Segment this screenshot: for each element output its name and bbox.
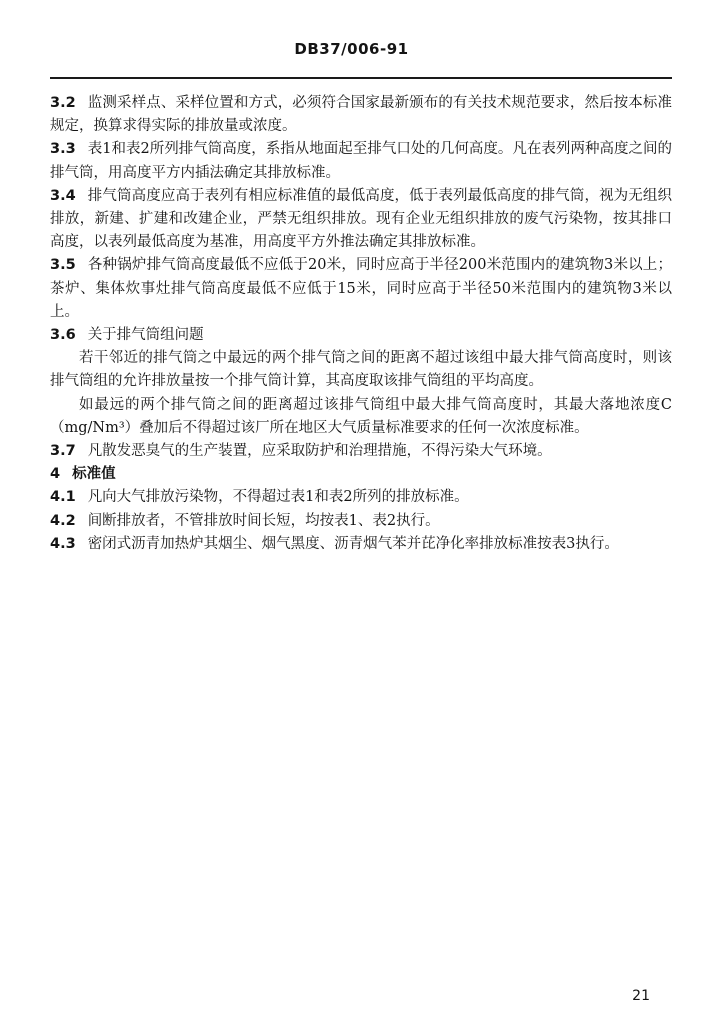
section-number: 3.4	[50, 187, 76, 204]
section-3-3	[50, 138, 672, 184]
header-rule	[50, 77, 672, 79]
document-body	[50, 92, 672, 556]
section-4-3	[50, 533, 672, 556]
section-number: 3.5	[50, 257, 76, 274]
section-text: 凡向大气排放污染物，不得超过表1和表2所列的排放标准。	[87, 489, 469, 506]
section-3-2	[50, 92, 672, 138]
section-number: 3.2	[50, 95, 76, 111]
section-3-5	[50, 254, 672, 324]
section-number: 4.3	[50, 535, 76, 552]
section-text: 关于排气筒组问题	[87, 327, 204, 344]
section-3-7	[50, 440, 672, 463]
page-number: 21	[632, 988, 650, 1004]
chapter-number: 4	[50, 466, 61, 483]
section-3-4	[50, 185, 672, 255]
document-code-header: DB37/006-91	[294, 40, 409, 58]
section-number: 3.3	[50, 141, 76, 158]
section-text: 表1和表2所列排气筒高度，系指从地面起至排气口处的几何高度。凡在表列两种高度之间的排气筒，用高度平方内插法确定其排放标准。	[50, 141, 672, 181]
section-number: 4.2	[50, 512, 76, 529]
paragraph-3-6-b: 如最远的两个排气筒之间的距离超过该排气筒组中最大排气筒高度时，其最大落地浓度C（mg/Nm³）叠加后不得超过该厂所在地区大气质量标准要求的任何一次浓度标准。	[50, 396, 672, 436]
section-3-6	[50, 324, 672, 347]
section-number: 4.1	[50, 489, 76, 506]
chapter-title: 标准值	[72, 466, 116, 483]
section-4-2	[50, 510, 672, 533]
paragraph-3-6-a: 若干邻近的排气筒之中最远的两个排气筒之间的距离不超过该组中最大排气筒高度时，则该排气筒组的允许排放量按一个排气筒计算，其高度取该排气筒组的平均高度。	[50, 350, 672, 390]
section-number: 3.6	[50, 327, 76, 344]
chapter-4-heading	[50, 463, 672, 486]
section-text: 凡散发恶臭气的生产装置，应采取防护和治理措施，不得污染大气环境。	[87, 443, 552, 460]
section-text: 监测采样点、采样位置和方式，必须符合国家最新颁布的有关技术规范要求，然后按本标准规定，换算求得实际的排放量或浓度。	[50, 95, 672, 135]
section-text: 排气筒高度应高于表列有相应标准值的最低高度，低于表列最低高度的排气筒，视为无组织排放，新建、扩建和改建企业，严禁无组织排放。现有企业无组织排放的废气污染物，按其排口高度，以表列最低高度为基准，用高度平方外推法确定其排放标准。	[50, 187, 672, 251]
section-text: 密闭式沥青加热炉其烟尘、烟气黑度、沥青烟气苯并芘净化率排放标准按表3执行。	[87, 535, 619, 552]
section-text: 各种锅炉排气筒高度最低不应低于20米，同时应高于半径200米范围内的建筑物3米以上；茶炉、集体炊事灶排气筒高度最低不应低于15米，同时应高于半径50米范围内的建筑物3米以上。	[50, 257, 672, 320]
section-text: 间断排放者，不管排放时间长短，均按表1、表2执行。	[87, 512, 440, 529]
section-4-1	[50, 486, 672, 509]
section-number: 3.7	[50, 443, 76, 460]
